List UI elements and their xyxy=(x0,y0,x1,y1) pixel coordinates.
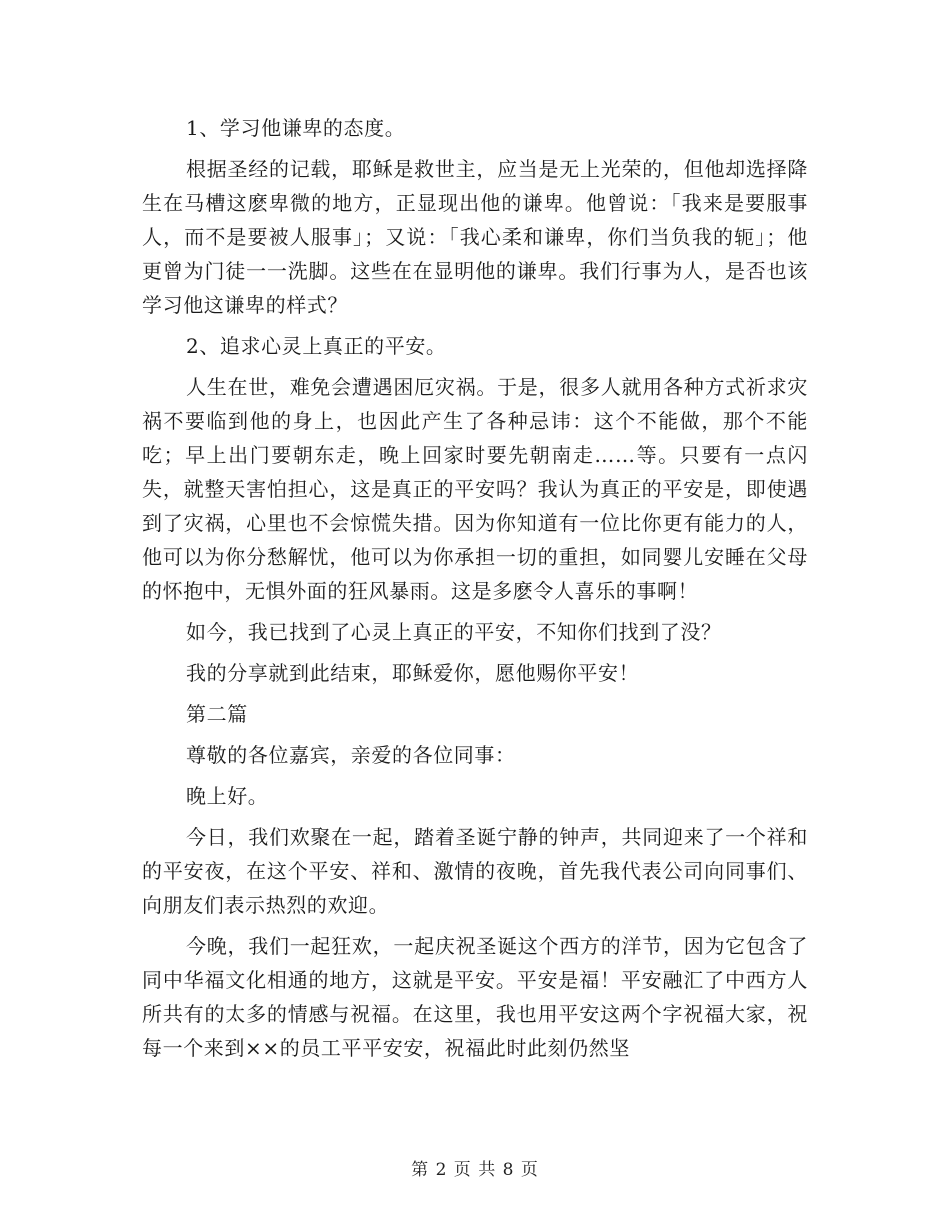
greeting: 晚上好。 xyxy=(186,784,269,808)
document-body xyxy=(142,111,808,1072)
paragraph: 今晚，我们一起狂欢，一起庆祝圣诞这个西方的洋节，因为它包含了同中华福文化相通的地方，这就是平安。平安是福！平安融汇了中西方人所共有的太多的情感与祝福。在这里，我也用平安这两个字祝福大家，祝每一个来到××的员工平平安安，祝福此时此刻仍然坚 xyxy=(142,934,808,1060)
paragraph: 根据圣经的记载，耶稣是救世主，应当是无上光荣的，但他却选择降生在马槽这麽卑微的地方，正显现出他的谦卑。他曾说：「我来是要服事人，而不是要被人服事」；又说：「我心柔和谦卑，你们当负我的轭」；他更曾为门徒一一洗脚。这些在在显明他的谦卑。我们行事为人，是否也该学习他这谦卑的样式？ xyxy=(142,157,808,317)
salutation: 尊敬的各位嘉宾，亲爱的各位同事： xyxy=(186,743,516,767)
paragraph: 人生在世，难免会遭遇困厄灾祸。于是，很多人就用各种方式祈求灾祸不要临到他的身上，也因此产生了各种忌讳：这个不能做，那个不能吃；早上出门要朝东走，晚上回家时要先朝南走……等。只要有一点闪失，就整天害怕担心，这是真正的平安吗？我认为真正的平安是，即使遇到了灾祸，心里也不会惊慌失措。因为你知道有一位比你更有能力的人，他可以为你分愁解忧，他可以为你承担一切的重担，如同婴儿安睡在父母的怀抱中，无惧外面的狂风暴雨。这是多麽令人喜乐的事啊！ xyxy=(142,375,808,603)
paragraph: 今日，我们欢聚在一起，踏着圣诞宁静的钟声，共同迎来了一个祥和的平安夜，在这个平安、祥和、激情的夜晚，首先我代表公司向同事们、向朋友们表示热烈的欢迎。 xyxy=(142,825,808,917)
paragraph-heading-1: 1、学习他谦卑的态度。 xyxy=(186,116,406,140)
paragraph: 如今，我已找到了心灵上真正的平安，不知你们找到了没？ xyxy=(186,620,722,644)
page-footer: 第 2 页 共 8 页 xyxy=(411,1160,539,1180)
paragraph-heading-2: 2、追求心灵上真正的平安。 xyxy=(186,334,447,358)
section-title: 第二篇 xyxy=(186,702,248,726)
paragraph: 我的分享就到此结束，耶稣爱你，愿他赐你平安！ xyxy=(186,661,640,685)
